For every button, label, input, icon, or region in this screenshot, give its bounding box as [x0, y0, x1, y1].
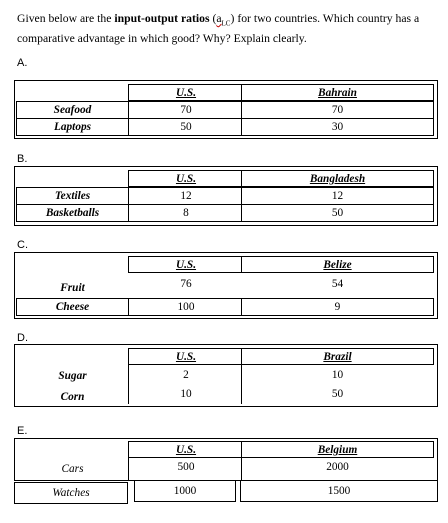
table-b-row-2-v1: 8 — [128, 204, 244, 222]
table-e-row-2-v2: 1500 — [240, 480, 438, 502]
ratio-symbol-letter: a — [216, 12, 222, 25]
question-paren-open: ( — [209, 12, 217, 25]
table-d — [14, 344, 438, 407]
table-d-header-country1: U.S. — [128, 348, 244, 365]
table-c-row-1-v1: 76 — [180, 278, 192, 290]
table-e-header-country1: U.S. — [128, 441, 244, 458]
table-c-row-1-v2: 54 — [331, 278, 344, 290]
table-c-header-country1: U.S. — [128, 256, 244, 273]
table-b-row-2-v2: 50 — [241, 204, 434, 222]
table-a-row-2-v1: 50 — [128, 118, 244, 136]
question-line-2: comparative advantage in which good? Why? Explain clearly. — [17, 32, 307, 46]
table-a-row-2-v2: 30 — [241, 118, 434, 136]
table-a-header-country2: Bahrain — [241, 84, 434, 101]
table-b-row-2-good: Basketballs — [16, 204, 129, 222]
table-e-upper — [14, 438, 438, 481]
section-a-label: A. — [17, 57, 28, 69]
question-suffix: for two countries. Which country has a — [234, 12, 420, 25]
table-d-row-1-v2: 10 — [331, 369, 344, 381]
table-d-row-2-v1: 10 — [180, 388, 192, 400]
table-a-row-1-good: Seafood — [16, 101, 129, 119]
table-b-header-country2: Bangladesh — [241, 170, 434, 187]
table-d-row-1-good: Sugar — [58, 370, 87, 382]
question-bold-term: input-output ratios — [114, 12, 210, 25]
table-b-row-1-good: Textiles — [16, 187, 129, 205]
table-e-header-country2: Belgium — [241, 441, 434, 458]
table-b — [14, 166, 438, 226]
ratio-symbol-subscript: LC — [221, 19, 231, 28]
question-paren-close: ) — [230, 12, 235, 25]
table-c-row-2-good: Cheese — [16, 298, 129, 316]
table-e-divider-right — [241, 458, 242, 480]
table-b-row-1-v1: 12 — [128, 187, 244, 205]
table-e-row-1-good: Cars — [61, 463, 84, 475]
table-b-row-1-v2: 12 — [241, 187, 434, 205]
table-d-header-country2: Brazil — [241, 348, 434, 365]
section-e-label: E. — [17, 425, 28, 437]
table-e-divider-left — [128, 458, 129, 480]
question-prefix: Given below are the — [17, 12, 115, 25]
table-d-row-1-v1: 2 — [183, 369, 189, 381]
table-c-header-country2: Belize — [241, 256, 434, 273]
ratio-symbol — [216, 12, 231, 28]
table-a-header-country1: U.S. — [128, 84, 244, 101]
question-text — [17, 11, 445, 46]
table-c-row-1-good: Fruit — [60, 282, 85, 294]
table-d-row-2-v2: 50 — [331, 388, 344, 400]
table-a-row-2-good: Laptops — [16, 118, 129, 136]
table-e-row-1-v2: 2000 — [326, 461, 349, 473]
table-e-row-1-v1: 500 — [177, 461, 195, 473]
table-d-divider-right — [241, 365, 242, 404]
table-e-row-2-v1: 1000 — [134, 480, 236, 502]
table-c-row-2-v1: 100 — [128, 298, 244, 316]
table-a-row-1-v1: 70 — [128, 101, 244, 119]
section-b-label: B. — [17, 153, 28, 165]
table-a-row-1-v2: 70 — [241, 101, 434, 119]
table-d-row-2-good: Corn — [60, 391, 85, 403]
section-d-label: D. — [17, 332, 28, 344]
section-c-label: C. — [17, 239, 28, 251]
table-c — [14, 252, 438, 319]
table-d-divider-left — [128, 365, 129, 404]
table-b-header-country1: U.S. — [128, 170, 244, 187]
table-e-row-2-good: Watches — [14, 482, 128, 504]
table-a — [14, 80, 438, 139]
table-c-row-2-v2: 9 — [241, 298, 434, 316]
